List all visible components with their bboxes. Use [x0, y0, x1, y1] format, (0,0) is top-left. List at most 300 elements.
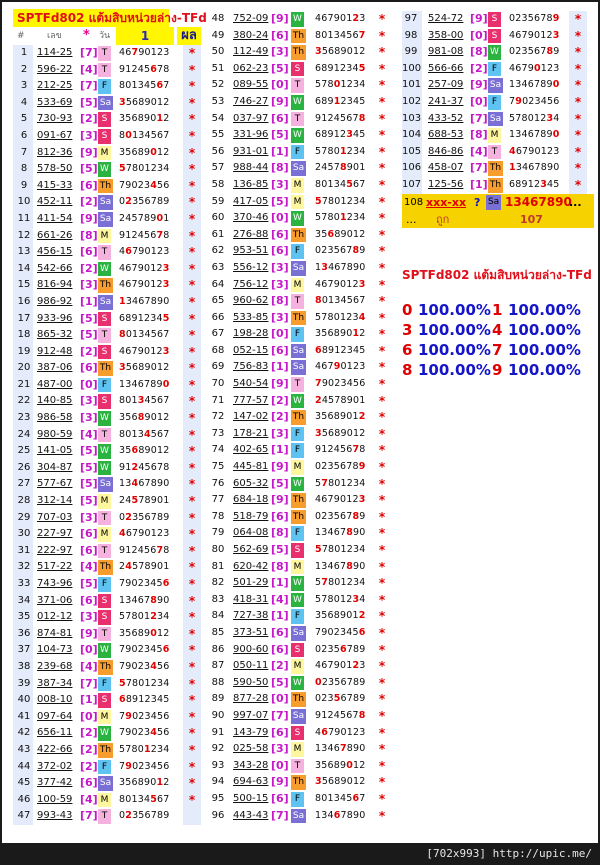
stat-digit-right: 7 [492, 340, 503, 359]
row-index: 59 [211, 195, 225, 207]
row-number: 417-05 [233, 195, 269, 207]
row-number: 257-09 [428, 79, 464, 91]
row-index: 10 [17, 196, 31, 208]
row-bracket-digit: [6] [80, 776, 98, 790]
row-bracket-digit: [6] [271, 244, 289, 258]
row-highlight-digit: 7 [321, 477, 329, 489]
row-highlight-digit: 3 [352, 593, 360, 605]
row-digits: 35689012 [315, 46, 366, 58]
header-star: * [83, 28, 90, 43]
row-day-badge: Sa [291, 261, 306, 276]
row-index: 106 [402, 162, 422, 174]
row-bracket-digit: [2] [271, 410, 289, 424]
table-row [210, 542, 391, 559]
row-index: 28 [17, 495, 31, 507]
row-hit-mark: * [188, 62, 196, 77]
row-number: 371-06 [37, 594, 73, 606]
row-hit-mark: * [188, 659, 196, 674]
row-day-badge: S [488, 29, 501, 44]
row-number: 694-63 [233, 776, 269, 788]
row-bracket-digit: [2] [80, 195, 98, 209]
row-index: 32 [17, 561, 31, 573]
row-bracket-digit: [3] [271, 45, 289, 59]
row-index: 83 [211, 593, 225, 605]
row-day-badge: T [98, 544, 111, 559]
row-digits: 91245678 [119, 544, 170, 556]
row-index: 17 [17, 312, 31, 324]
table-row [13, 526, 200, 543]
row-day-badge: W [291, 576, 304, 591]
row-bracket-digit: [5] [80, 95, 98, 109]
row-bracket-digit: [6] [271, 791, 289, 805]
row-hit-mark: * [378, 543, 386, 557]
row-hit-mark: * [188, 460, 196, 475]
row-index: 93 [211, 759, 225, 771]
table-row [210, 277, 391, 294]
row-index: 21 [17, 378, 31, 390]
row-number: 141-05 [37, 445, 73, 457]
row-number: 241-37 [428, 95, 464, 107]
row-digits: 02356789 [119, 196, 170, 208]
row-bracket-digit: [5] [80, 328, 98, 342]
table-row [402, 127, 594, 144]
header-result: ผล [177, 27, 201, 45]
row-highlight-digit: 6 [352, 792, 360, 804]
rows-col-3 [402, 11, 594, 194]
table-row [13, 792, 200, 809]
row-hit-mark: * [574, 78, 582, 93]
row-digits: 57801234 [315, 79, 366, 91]
row-day-badge: T [291, 759, 304, 774]
row-bracket-digit: [4] [80, 792, 98, 806]
row-highlight-digit: 4 [131, 478, 139, 490]
row-hit-mark: * [188, 742, 196, 757]
table-row [210, 359, 391, 376]
row-number: 112-49 [233, 46, 269, 58]
row-bracket-digit: [6] [80, 543, 98, 557]
row-day-badge: Th [98, 743, 113, 758]
row-digits: 79023456 [509, 95, 560, 107]
row-index: 70 [211, 378, 225, 390]
row-highlight-digit: 8 [346, 527, 354, 539]
row-hit-mark: * [188, 510, 196, 525]
row-day-badge: M [98, 710, 111, 725]
row-index: 48 [211, 13, 225, 24]
row-index: 61 [211, 228, 225, 240]
row-index: 75 [211, 461, 225, 473]
row-hit-mark: * [574, 177, 582, 192]
row-highlight-digit: 6 [358, 626, 366, 638]
table-row [13, 78, 200, 95]
table-row [210, 409, 391, 426]
row-digits: 35689012 [119, 412, 170, 424]
row-day-badge: T [291, 78, 304, 93]
row-hit-mark: * [188, 377, 196, 392]
row-day-badge: Th [291, 45, 306, 60]
row-digits: 57801234 [315, 477, 366, 489]
row-highlight-digit: 4 [119, 528, 126, 540]
row-number: 222-97 [37, 544, 73, 556]
table-row [210, 774, 391, 791]
row-bracket-digit: [7] [80, 46, 98, 59]
row-day-badge: F [291, 327, 304, 342]
row-bracket-digit: [5] [271, 543, 289, 556]
row-day-badge: F [488, 95, 501, 110]
table-row [210, 293, 391, 310]
row-day-badge: W [291, 128, 304, 143]
row-bracket-digit: [9] [80, 626, 98, 640]
row-index: 31 [17, 544, 31, 556]
header-index: # [17, 31, 25, 41]
row-bracket-digit: [1] [271, 360, 289, 374]
row-day-badge: S [98, 693, 111, 708]
row-day-badge: W [98, 262, 111, 277]
row-number: 312-14 [37, 495, 73, 507]
pending-number: xxx-xx [426, 195, 467, 209]
row-digits: 80134567 [119, 329, 170, 341]
table-row [210, 459, 391, 476]
row-digits: 35689012 [315, 759, 366, 771]
table-header [13, 27, 200, 45]
row-digits: 91245678 [315, 444, 366, 456]
row-digits: 13467890 [509, 162, 560, 174]
row-highlight-digit: 0 [315, 676, 322, 688]
row-bracket-digit: [5] [80, 577, 98, 590]
row-index: 20 [17, 362, 31, 374]
row-number: 091-67 [37, 129, 73, 141]
row-hit-mark: * [378, 360, 386, 375]
row-number: 114-25 [37, 47, 73, 58]
row-bracket-digit: [7] [470, 161, 488, 175]
row-number: 877-28 [233, 693, 269, 705]
row-day-badge: F [98, 760, 111, 775]
table-row [13, 62, 200, 79]
row-bracket-digit: [3] [271, 260, 289, 274]
table-row [13, 476, 200, 493]
row-hit-mark: * [378, 443, 386, 458]
row-day-badge: Sa [291, 161, 306, 176]
table-row [13, 178, 200, 195]
row-hit-mark: * [188, 46, 196, 60]
row-number: 688-53 [428, 129, 464, 141]
row-day-badge: Th [291, 228, 306, 243]
row-day-badge: S [98, 312, 111, 327]
table-row [210, 210, 391, 227]
row-day-badge: S [98, 394, 111, 409]
row-highlight-digit: 9 [125, 710, 133, 722]
row-day-badge: Sa [291, 709, 306, 724]
row-digits: 35689012 [315, 328, 366, 340]
row-index: 46 [17, 793, 31, 805]
row-digits: 57801234 [315, 544, 366, 555]
row-hit-mark: * [378, 377, 386, 392]
row-hit-mark: * [574, 94, 582, 109]
row-hit-mark: * [188, 643, 196, 658]
row-day-badge: T [98, 46, 111, 61]
row-hit-mark: * [378, 775, 386, 790]
table-row [210, 160, 391, 177]
row-hit-mark: * [188, 411, 196, 426]
row-day-badge: M [98, 229, 111, 244]
row-digits: 13467890 [315, 261, 366, 273]
row-highlight-digit: 4 [125, 561, 133, 573]
row-number: 402-65 [233, 444, 269, 456]
row-bracket-digit: [2] [80, 261, 98, 275]
row-index: 77 [211, 494, 225, 506]
row-day-badge: M [98, 793, 111, 808]
row-number: 422-66 [37, 743, 73, 755]
row-bracket-digit: [0] [271, 692, 289, 706]
row-digits: 80134567 [315, 295, 366, 307]
row-highlight-digit: 3 [119, 96, 126, 108]
row-highlight-digit: 6 [315, 344, 322, 356]
row-number: 025-58 [233, 743, 269, 755]
row-bracket-digit: [9] [271, 94, 289, 108]
table-row [210, 442, 391, 459]
row-number: 846-86 [428, 145, 464, 157]
row-hit-mark: * [574, 128, 582, 143]
row-number: 178-21 [233, 427, 269, 439]
row-hit-mark: * [188, 79, 196, 94]
row-highlight-digit: 7 [315, 378, 322, 390]
row-digits: 79023456 [119, 727, 170, 739]
row-bracket-digit: [5] [271, 194, 289, 208]
row-hit-mark: * [378, 808, 386, 823]
row-index: 99 [404, 46, 418, 58]
table-row [210, 243, 391, 260]
row-number: 452-11 [37, 196, 73, 208]
row-index: 64 [211, 278, 225, 290]
page-title: SPTFd802 แต้มสิบหน่วยล่าง-TFd [13, 9, 169, 27]
row-bracket-digit: [4] [470, 144, 488, 158]
row-highlight-digit: 0 [162, 378, 170, 390]
table-row [402, 144, 594, 161]
row-highlight-digit: 8 [358, 112, 366, 124]
row-highlight-digit: 1 [143, 743, 151, 755]
row-bracket-digit: [5] [271, 61, 289, 75]
row-highlight-digit: 8 [339, 162, 347, 174]
row-day-badge: S [291, 643, 304, 658]
row-number: 097-64 [37, 710, 73, 722]
summary-title: SPTFd802 แต้มสิบหน่วยล่าง-TFd [402, 267, 592, 282]
row-day-badge: Th [291, 775, 306, 790]
row-digits: 79023456 [119, 660, 170, 672]
result-label: ถูก [436, 212, 450, 226]
row-highlight-digit: 9 [552, 13, 560, 24]
row-highlight-digit: 6 [327, 228, 335, 240]
row-highlight-digit: 0 [346, 759, 354, 771]
row-number: 566-66 [428, 62, 464, 74]
row-day-badge: W [291, 676, 304, 691]
row-number: 518-79 [233, 510, 269, 522]
page [2, 2, 598, 843]
row-hit-mark: * [188, 593, 196, 608]
row-digits: 68912345 [509, 178, 560, 190]
row-index: 88 [211, 676, 225, 688]
row-digits: 57801234 [119, 611, 170, 623]
row-bracket-digit: [8] [470, 45, 488, 59]
row-number: 756-12 [233, 278, 269, 290]
row-hit-mark: * [188, 211, 196, 226]
row-digits: 57801234 [315, 195, 366, 207]
row-digits: 46790123 [315, 660, 366, 672]
row-bracket-digit: [9] [80, 211, 98, 225]
table-row [402, 177, 594, 194]
row-digits: 79023456 [119, 644, 170, 656]
table-row [210, 44, 391, 61]
row-index: 41 [17, 710, 31, 722]
row-index: 12 [17, 229, 31, 241]
row-number: 590-50 [233, 676, 269, 688]
row-digits: 13467890 [119, 594, 170, 606]
row-highlight-digit: 8 [119, 329, 126, 341]
row-index: 49 [211, 29, 225, 41]
row-hit-mark: * [188, 328, 196, 343]
row-day-badge: W [291, 211, 304, 226]
stat-line [402, 360, 594, 380]
row-highlight-digit: 6 [131, 445, 139, 457]
row-hit-mark: * [378, 426, 386, 441]
row-bracket-digit: [5] [271, 128, 289, 142]
row-highlight-digit: 2 [125, 196, 133, 208]
table-row [13, 111, 200, 128]
row-day-badge: F [98, 79, 111, 94]
stat-digit-left: 6 [402, 340, 413, 359]
row-digits: 46790123 [315, 13, 366, 24]
table-row [13, 294, 200, 311]
row-digits: 24578901 [315, 394, 366, 406]
row-hit-mark: * [378, 327, 386, 342]
row-hit-mark: * [574, 45, 582, 60]
row-highlight-digit: 3 [119, 362, 126, 374]
row-number: 605-32 [233, 477, 269, 489]
row-day-badge: Th [98, 179, 113, 194]
row-day-badge: F [98, 577, 111, 592]
row-day-badge: Sa [98, 96, 113, 111]
row-bracket-digit: [5] [80, 311, 98, 325]
row-bracket-digit: [3] [271, 177, 289, 191]
row-index: 72 [211, 411, 225, 423]
row-bracket-digit: [6] [80, 527, 98, 541]
stat-percent-right: 100.00% [508, 300, 581, 319]
row-digits: 57801234 [315, 593, 366, 605]
row-hit-mark: * [378, 708, 386, 723]
row-highlight-digit: 3 [540, 178, 548, 190]
row-bracket-digit: [9] [271, 12, 289, 25]
row-highlight-digit: 8 [358, 709, 366, 721]
row-index: 57 [211, 162, 225, 174]
row-digits: 02356789 [315, 461, 366, 473]
row-bracket-digit: [6] [271, 227, 289, 241]
row-number: 743-96 [37, 578, 73, 589]
row-bracket-digit: [1] [470, 177, 488, 191]
table-row [13, 360, 200, 377]
row-bracket-digit: [6] [80, 361, 98, 375]
row-highlight-digit: 8 [546, 46, 554, 58]
table-row [13, 725, 200, 742]
row-day-badge: S [488, 12, 501, 27]
row-highlight-digit: 7 [358, 29, 366, 41]
row-day-badge: F [291, 145, 304, 160]
row-highlight-digit: 3 [321, 261, 329, 273]
header-day: วัน [99, 31, 111, 41]
row-index: 104 [402, 129, 422, 141]
table-row [210, 260, 391, 277]
row-index: 89 [211, 693, 225, 705]
row-day-badge: T [98, 245, 111, 260]
row-highlight-digit: 6 [162, 644, 170, 656]
row-day-badge: W [291, 477, 304, 492]
row-highlight-digit: 9 [333, 361, 341, 373]
row-index: 91 [211, 726, 225, 738]
row-number: 100-59 [37, 793, 73, 805]
stat-digit-left: 3 [402, 320, 413, 339]
row-hit-mark: * [188, 527, 196, 542]
row-bracket-digit: [3] [80, 411, 98, 425]
row-highlight-digit: 3 [552, 29, 560, 41]
pending-index: 108 [404, 196, 424, 208]
row-bracket-digit: [0] [470, 94, 488, 108]
row-highlight-digit: 6 [339, 643, 347, 655]
row-bracket-digit: [7] [470, 111, 488, 125]
row-highlight-digit: 2 [131, 461, 139, 473]
row-digits: 79023456 [119, 578, 170, 589]
row-number: 656-11 [37, 727, 73, 739]
rows-col-2 [210, 11, 391, 824]
row-number: 816-94 [37, 279, 73, 291]
row-bracket-digit: [1] [80, 693, 98, 707]
row-highlight-digit: 3 [315, 776, 322, 788]
row-day-badge: S [98, 345, 111, 360]
row-index: 4 [20, 96, 28, 108]
row-bracket-digit: [6] [271, 725, 289, 739]
row-digits: 80134567 [119, 129, 170, 141]
row-index: 5 [20, 113, 28, 125]
row-number: 931-01 [233, 145, 269, 157]
table-row [13, 759, 200, 776]
row-number: 865-32 [37, 329, 73, 341]
row-bracket-digit: [6] [80, 178, 98, 192]
row-bracket-digit: [6] [80, 593, 98, 607]
row-hit-mark: * [188, 311, 196, 326]
row-day-badge: Sa [291, 360, 306, 375]
row-highlight-digit: 7 [352, 444, 360, 456]
row-hit-mark: * [378, 609, 386, 624]
row-bracket-digit: [9] [80, 145, 98, 159]
row-number: 684-18 [233, 494, 269, 506]
row-number: 777-57 [233, 394, 269, 406]
row-bracket-digit: [4] [80, 62, 98, 76]
row-hit-mark: * [378, 493, 386, 508]
table-row [210, 177, 391, 194]
row-digits: 02356789 [119, 511, 170, 523]
table-row [402, 28, 594, 45]
row-highlight-digit: 5 [315, 195, 322, 207]
table-row [402, 77, 594, 94]
row-number: 136-85 [233, 178, 269, 190]
row-bracket-digit: [6] [80, 245, 98, 259]
row-highlight-digit: 1 [509, 162, 516, 174]
table-row [13, 808, 200, 825]
row-day-badge: M [98, 146, 111, 161]
row-digits: 02356789 [315, 643, 366, 655]
row-index: 23 [17, 412, 31, 424]
row-index: 18 [17, 329, 31, 341]
table-row [402, 160, 594, 177]
row-highlight-digit: 8 [150, 594, 158, 606]
row-number: 556-12 [233, 261, 269, 273]
row-number: 198-28 [233, 328, 269, 340]
